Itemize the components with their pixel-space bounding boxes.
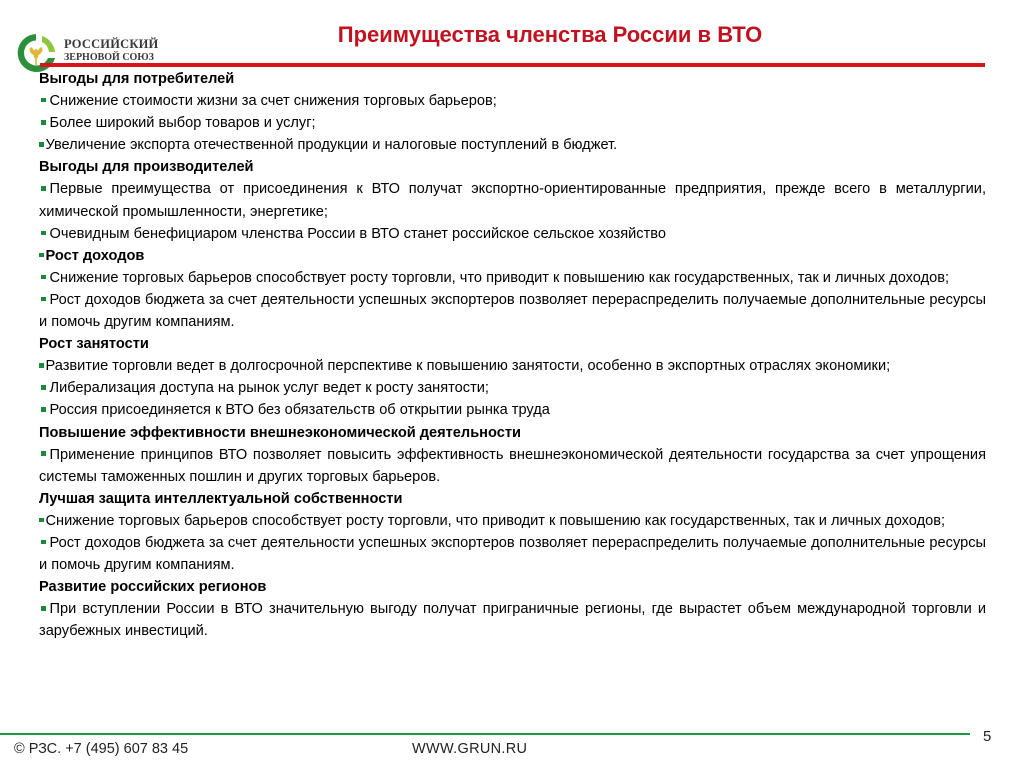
list-item: При вступлении России в ВТО значительную выгоду получат приграничные регионы, где вырастет объем международной торговли и зарубежных инвестиций. [39,601,986,640]
bullet-icon [39,518,44,523]
content-body [39,68,986,642]
bullet-icon [41,275,46,280]
bullet-icon [39,142,44,147]
footer-contact: © РЗС. +7 (495) 607 83 45 [14,741,189,757]
list-item: Более широкий выбор товаров и услуг; [39,112,986,134]
bullet-icon [41,120,46,125]
list-item: Россия присоединяется к ВТО без обязательств об открытии рынка труда [39,399,986,421]
section-heading: Лучшая защита интеллектуальной собственности [39,490,403,507]
list-item: Снижение торговых барьеров способствует росту торговли, что приводит к повышению как государственных, так и личных доходов; [39,267,986,289]
section-heading: Рост доходов [39,245,986,267]
list-item: Рост доходов бюджета за счет деятельности успешных экспортеров позволяет перераспределить получаемые дополнительные ресурсы и помочь другим компаниям. [39,291,986,331]
bullet-icon [41,407,46,412]
list-item: Рост доходов бюджета за счет деятельности успешных экспортеров позволяет перераспределить получаемые дополнительные ресурсы и помочь другим компаниям. [39,534,986,574]
list-item: Очевидным бенефициаром членства России в ВТО станет российское сельское хозяйство [39,223,986,245]
bullet-icon [41,297,46,302]
page-title: Преимущества членства России в ВТО [337,22,763,47]
list-item: Первые преимущества от присоединения к ВТО получат экспортно-ориентированные предприятия, прежде всего в металлургии, химической промышленности, энергетике; [39,181,986,220]
footer-divider [0,733,970,735]
list-item: Развитие торговли ведет в долгосрочной перспективе к повышению занятости, особенно в экспортных отраслях экономики; [39,355,986,377]
section-heading: Повышение эффективности внешнеэкономической деятельности [39,424,521,441]
bullet-icon [41,98,46,103]
bullet-icon [41,540,46,545]
bullet-icon [41,606,46,611]
bullet-icon [39,363,44,368]
bullet-icon [41,231,46,236]
section-heading: Рост занятости [39,336,149,353]
logo-line-1: РОССИЙСКИЙ [64,37,159,51]
bullet-icon [41,451,46,456]
bullet-icon [41,385,46,390]
bullet-icon [41,186,46,191]
title-divider [40,63,985,67]
section-heading: Развитие российских регионов [39,579,267,596]
section-heading: Выгоды для потребителей [39,71,235,87]
footer-website: WWW.GRUN.RU [412,741,528,757]
list-item: Снижение торговых барьеров способствует росту торговли, что приводит к повышению как государственных, так и личных доходов; [39,510,986,532]
list-item: Либерализация доступа на рынок услуг ведет к росту занятости; [39,377,986,399]
bullet-icon [39,253,44,258]
page-number: 5 [983,728,992,745]
list-item: Применение принципов ВТО позволяет повысить эффективность внешнеэкономической деятельности государства за счет упрощения системы таможенных пошлин и других торговых барьеров. [39,446,986,485]
list-item: Увеличение экспорта отечественной продукции и налоговые поступлений в бюджет. [39,134,986,156]
logo-line-2: ЗЕРНОВОЙ СОЮЗ [64,52,154,63]
section-heading: Выгоды для производителей [39,159,254,176]
list-item: Снижение стоимости жизни за счет снижения торговых барьеров; [39,90,986,112]
